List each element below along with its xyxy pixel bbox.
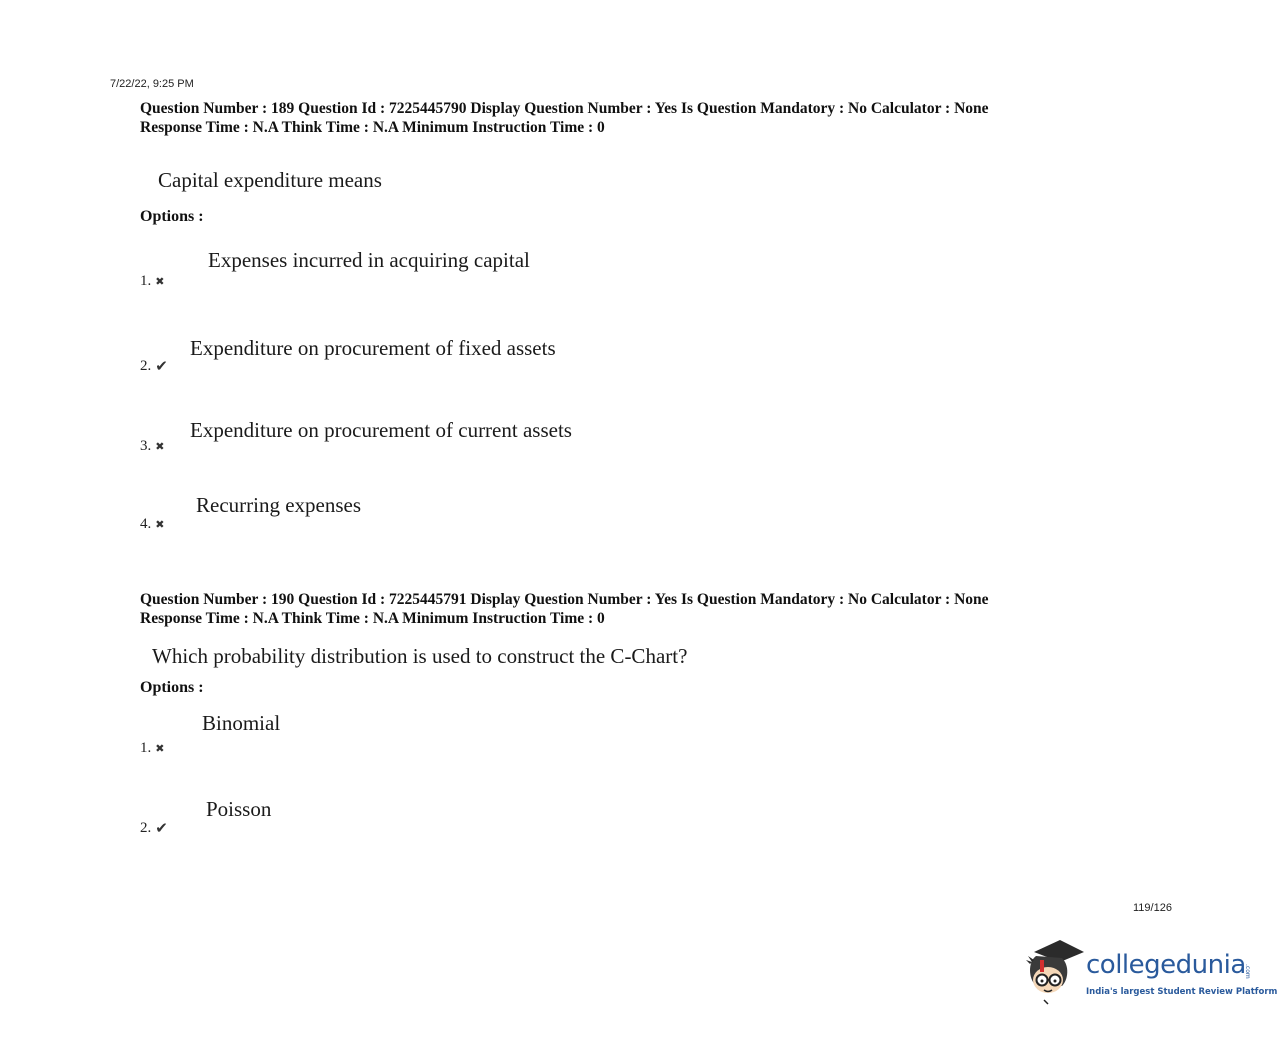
option-text: Expenditure on procurement of current assets — [190, 418, 572, 442]
check-icon: ✔ — [155, 819, 168, 837]
option-number: 2. — [140, 357, 152, 374]
cross-icon: ✖ — [155, 275, 165, 288]
option-text: Expenditure on procurement of fixed assets — [190, 336, 556, 360]
option-text: Expenses incurred in acquiring capital — [208, 248, 530, 272]
option-marker — [140, 357, 168, 375]
option-number: 4. — [140, 516, 152, 532]
logo-wordmark: collegedunia — [1086, 950, 1246, 980]
cross-icon: ✖ — [155, 440, 165, 453]
options-label: Options : — [140, 679, 204, 696]
option-text: Binomial — [202, 711, 281, 735]
cross-icon: ✖ — [155, 518, 165, 531]
question-meta-line2: Response Time : N.A Think Time : N.A Minimum Instruction Time : 0 — [140, 610, 605, 627]
options-label: Options : — [140, 208, 204, 225]
mascot-icon — [1022, 938, 1086, 1008]
option-marker — [140, 273, 164, 290]
question-meta-line2: Response Time : N.A Think Time : N.A Minimum Instruction Time : 0 — [140, 119, 605, 136]
question-meta-line1: Question Number : 189 Question Id : 7225445790 Display Question Number : Yes Is Question Mandatory : No Calculator : None — [140, 100, 989, 117]
page-number: 119/126 — [1133, 902, 1172, 914]
option-marker — [140, 438, 164, 455]
question-meta-line1: Question Number : 190 Question Id : 7225445791 Display Question Number : Yes Is Question Mandatory : No Calculator : None — [140, 591, 989, 608]
option-text: Poisson — [206, 797, 272, 821]
collegedunia-logo — [1022, 938, 1278, 1008]
question-text: Which probability distribution is used to construct the C-Chart? — [152, 644, 688, 668]
option-number: 3. — [140, 438, 152, 454]
check-icon: ✔ — [155, 357, 168, 375]
option-number: 1. — [140, 740, 152, 756]
option-marker — [140, 819, 168, 837]
logo-tagline: India's largest Student Review Platform — [1086, 987, 1278, 997]
option-number: 2. — [140, 819, 152, 836]
option-number: 1. — [140, 273, 152, 289]
option-marker — [140, 740, 164, 757]
logo-domain-suffix: .com — [1244, 964, 1251, 979]
option-text: Recurring expenses — [196, 493, 362, 517]
cross-icon: ✖ — [155, 742, 165, 755]
question-text: Capital expenditure means — [158, 168, 382, 192]
print-timestamp: 7/22/22, 9:25 PM — [110, 78, 194, 90]
option-marker — [140, 516, 164, 533]
